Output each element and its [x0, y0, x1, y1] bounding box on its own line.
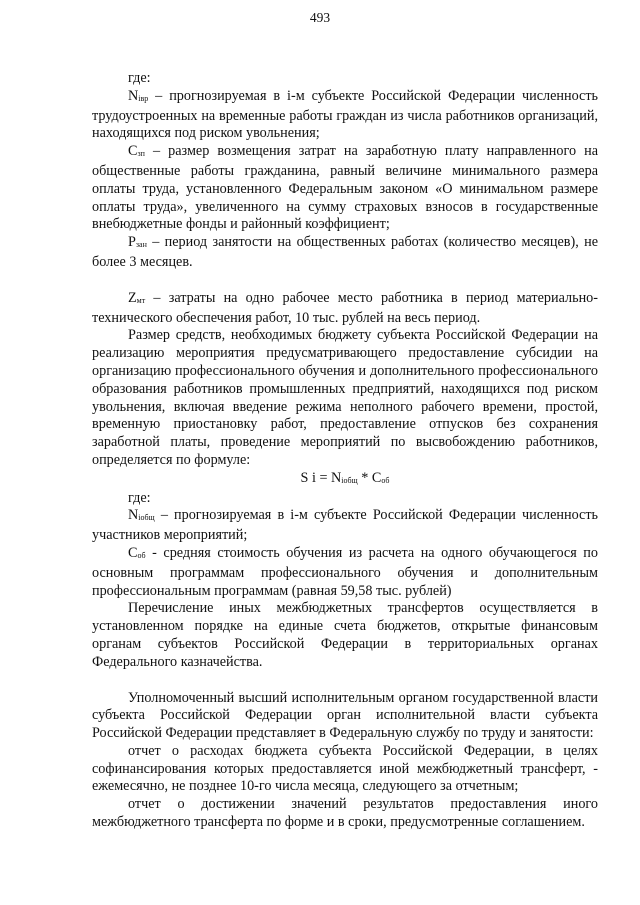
definition-z-mt: [92, 290, 598, 328]
paragraph-results-report: отчет о достижении значений результатов предоставления иного межбюджетного трансферта по форме и в сроки, предусмотренные соглашением.: [92, 796, 598, 831]
definition-r-zan: [92, 234, 598, 272]
paragraph-transfers: Перечисление иных межбюджетных трансфертов осуществляется в установленном порядке на единые счета бюджетов, открытые финансовым органам субъектов Российской Федерации в территориальных органах Федерального казначейства.: [92, 600, 598, 670]
paragraph-authorized-body: Уполномоченный высший исполнительным органом государственной власти субъекта Российской Федерации орган исполнительной власти субъекта Российской Федерации представляет в Федеральную службу по труду и занятости:: [92, 689, 598, 742]
page-number: 493: [309, 10, 331, 25]
definition-text: – размер возмещения затрат на заработную плату направленного на общественные работы гражданина, равный величине минимального размера оплаты труда, установленного Федеральным законом «О минимальном размере оплаты труда», увеличенного на сумму страховых взносов в государственные внебюджетные фонды и районный коэффициент;: [92, 143, 598, 233]
paragraph-expense-report: отчет о расходах бюджета субъекта Российской Федерации, в целях софинансирования которых предоставляется иной межбюджетный трансферт, - ежемесячно, не позднее 10-го числа месяца, следующего за отчетным;: [92, 742, 598, 795]
definition-text: – прогнозируемая в i-м субъекте Российской Федерации численность участников мероприятий;: [92, 507, 598, 544]
formula-part: * С: [357, 469, 382, 486]
definition-text: – затраты на одно рабочее место работника в период материально-технического обеспечения работ, 10 тыс. рублей на весь период.: [92, 289, 598, 326]
definition-c-ob: [92, 545, 598, 600]
symbol: N: [128, 507, 139, 524]
symbol: Р: [128, 234, 136, 251]
symbol: Z: [128, 289, 137, 306]
symbol: С: [128, 143, 138, 160]
formula-subscript: об: [381, 475, 390, 485]
formula-subscript: iобщ: [341, 475, 358, 485]
subscript: зп: [137, 149, 145, 159]
definition-n-ivr: [92, 88, 598, 143]
definition-text: - средняя стоимость обучения из расчета на одного обучающегося по основным программам профессионального обучения и дополнительным профессиональным программам (равная 59,58 тыс. рублей): [92, 544, 598, 599]
subscript: мт: [136, 295, 146, 305]
subscript: iвр: [138, 93, 149, 103]
symbol: N: [128, 87, 139, 104]
subscript: об: [137, 550, 146, 560]
paragraph-funds-size: Размер средств, необходимых бюджету субъекта Российской Федерации на реализацию мероприятия предусматривающего предоставление субсидии на организацию профессионального обучения и дополнительного профессионального образования работников промышленных предприятий, находящихся под риском увольнения, включая введение режима неполного рабочего времени, простой, временную приостановку работ, предоставление отпусков без сохранения заработной платы, проведение мероприятий по высвобождению работников, определяется по формуле:: [92, 327, 598, 468]
definition-c-zp: [92, 143, 598, 234]
formula-part: S i = N: [300, 469, 342, 486]
symbol: С: [128, 544, 138, 561]
where-label-1: где:: [128, 70, 151, 86]
where-label-2: где:: [128, 489, 151, 506]
formula: [92, 470, 598, 490]
definition-n-iobsh: [92, 507, 598, 545]
definition-text: – прогнозируемая в i-м субъекте Российской Федерации численность трудоустроенных на временные работы граждан из числа работников организаций, находящихся под риском увольнения;: [92, 87, 598, 142]
definition-text: – период занятости на общественных работах (количество месяцев), не более 3 месяцев.: [92, 234, 598, 270]
page-body: [92, 70, 598, 832]
subscript: iобщ: [138, 513, 155, 523]
subscript: зан: [135, 240, 147, 250]
